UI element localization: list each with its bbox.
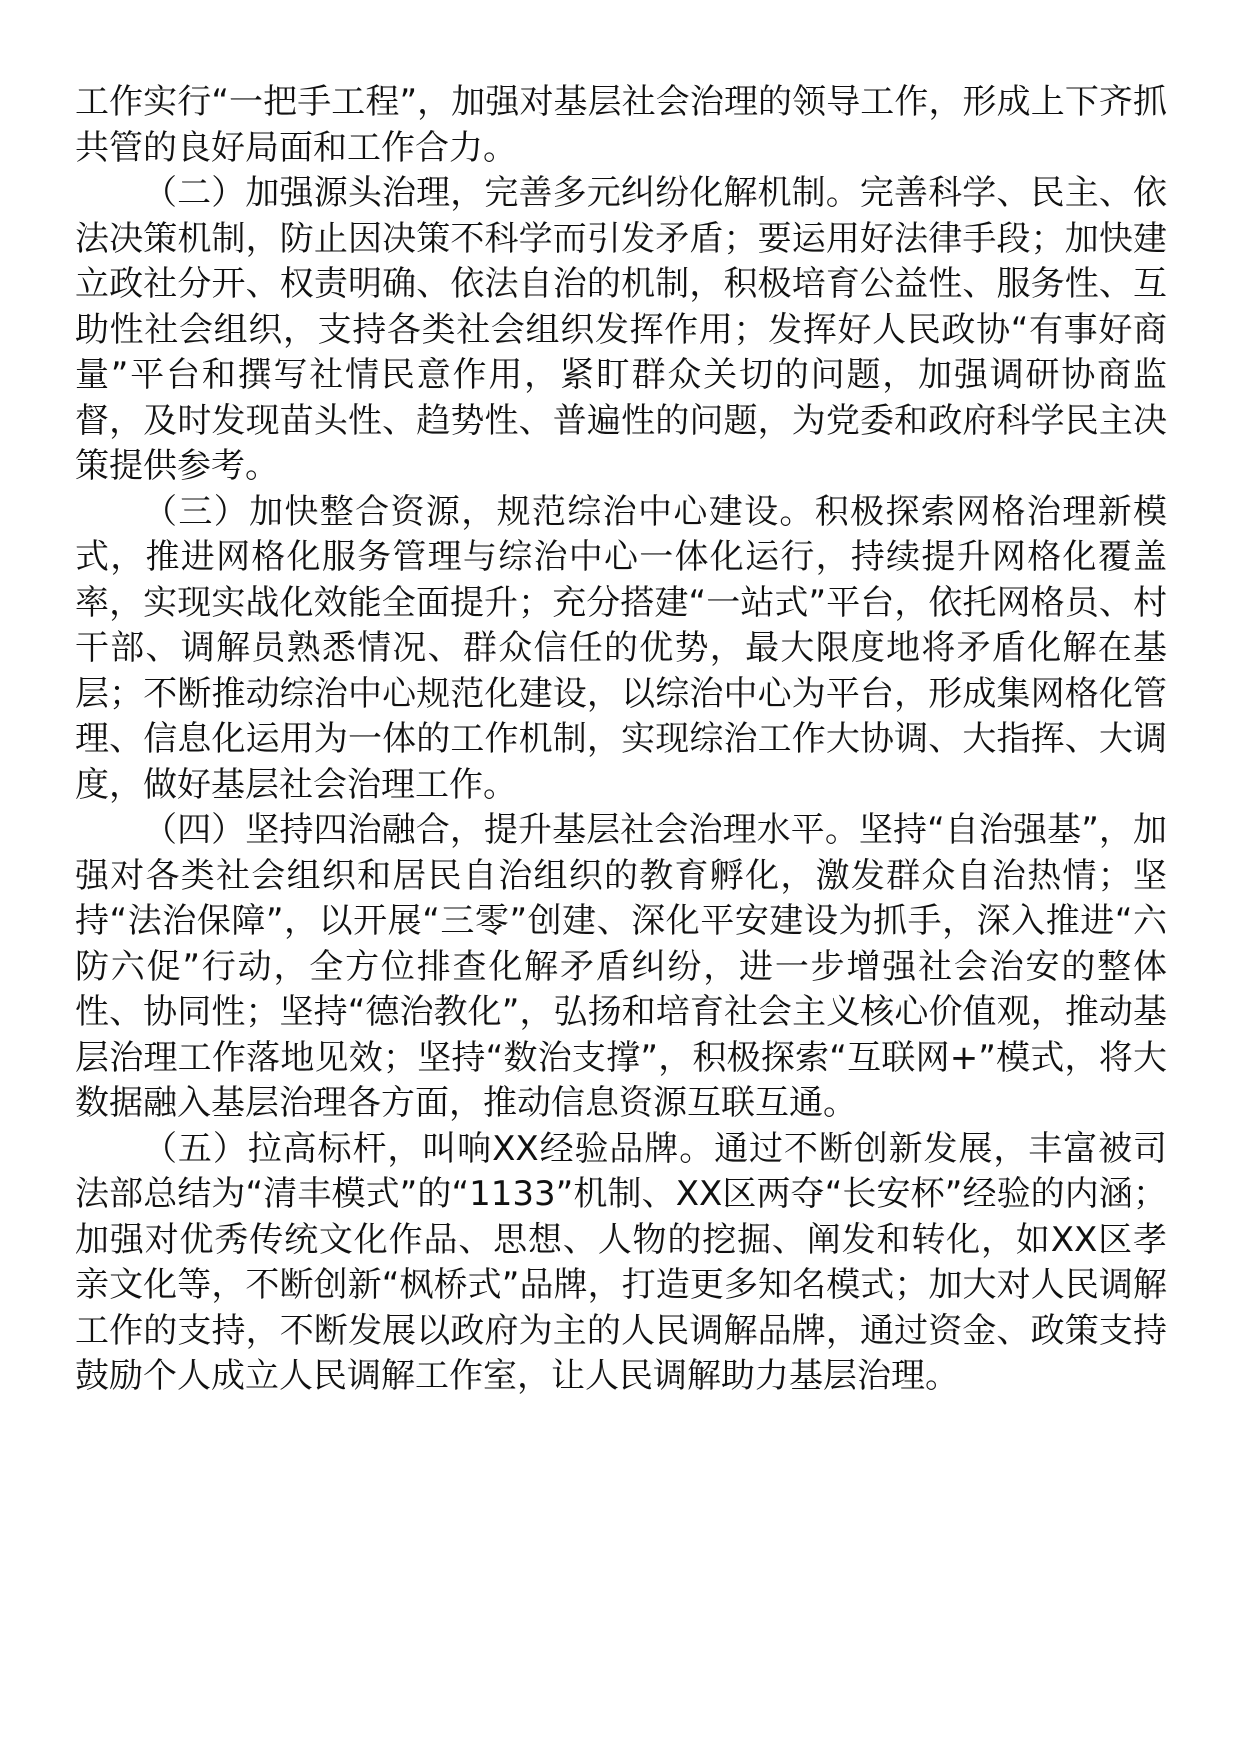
paragraph-section-4: （四）坚持四治融合，提升基层社会治理水平。坚持“自治强基”，加强对各类社会组织和居民自治组织的教育孵化，激发群众自治热情；坚持“法治保障”，以开展“三零”创建、深化平安建设为抓手，深入推进“六防六促”行动，全方位排查化解矛盾纠纷，进一步增强社会治安的整体性、协同性；坚持“德治教化”，弘扬和培育社会主义核心价值观，推动基层治理工作落地见效；坚持“数治支撑”，积极探索“互联网+”模式，将大数据融入基层治理各方面，推动信息资源互联互通。 xyxy=(75,810,1167,1123)
document-page xyxy=(75,80,1167,1400)
paragraph-section-3: （三）加快整合资源，规范综治中心建设。积极探索网格治理新模式，推进网格化服务管理与综治中心一体化运行，持续提升网格化覆盖率，实现实战化效能全面提升；充分搭建“一站式”平台，依托网格员、村干部、调解员熟悉情况、群众信任的优势，最大限度地将矛盾化解在基层；不断推动综治中心规范化建设，以综治中心为平台，形成集网格化管理、信息化运用为一体的工作机制，实现综治工作大协调、大指挥、大调度，做好基层社会治理工作。 xyxy=(75,491,1167,805)
paragraph-section-5: （五）拉高标杆，叫响XX经验品牌。通过不断创新发展，丰富被司法部总结为“清丰模式”的“1133”机制、XX区两夺“长安杯”经验的内涵；加强对优秀传统文化作品、思想、人物的挖掘、阐发和转化，如XX区孝亲文化等，不断创新“枫桥式”品牌，打造更多知名模式；加大对人民调解工作的支持，不断发展以政府为主的人民调解品牌，通过资金、政策支持鼓励个人成立人民调解工作室，让人民调解助力基层治理。 xyxy=(75,1128,1167,1396)
paragraph-section-2: （二）加强源头治理，完善多元纠纷化解机制。完善科学、民主、依法决策机制，防止因决策不科学而引发矛盾；要运用好法律手段；加快建立政社分开、权责明确、依法自治的机制，积极培育公益性、服务性、互助性社会组织，支持各类社会组织发挥作用；发挥好人民政协“有事好商量”平台和撰写社情民意作用，紧盯群众关切的问题，加强调研协商监督，及时发现苗头性、趋势性、普遍性的问题，为党委和政府科学民主决策提供参考。 xyxy=(75,173,1167,486)
paragraph-continuation: 工作实行“一把手工程”，加强对基层社会治理的领导工作，形成上下齐抓共管的良好局面和工作合力。 xyxy=(75,82,1167,168)
